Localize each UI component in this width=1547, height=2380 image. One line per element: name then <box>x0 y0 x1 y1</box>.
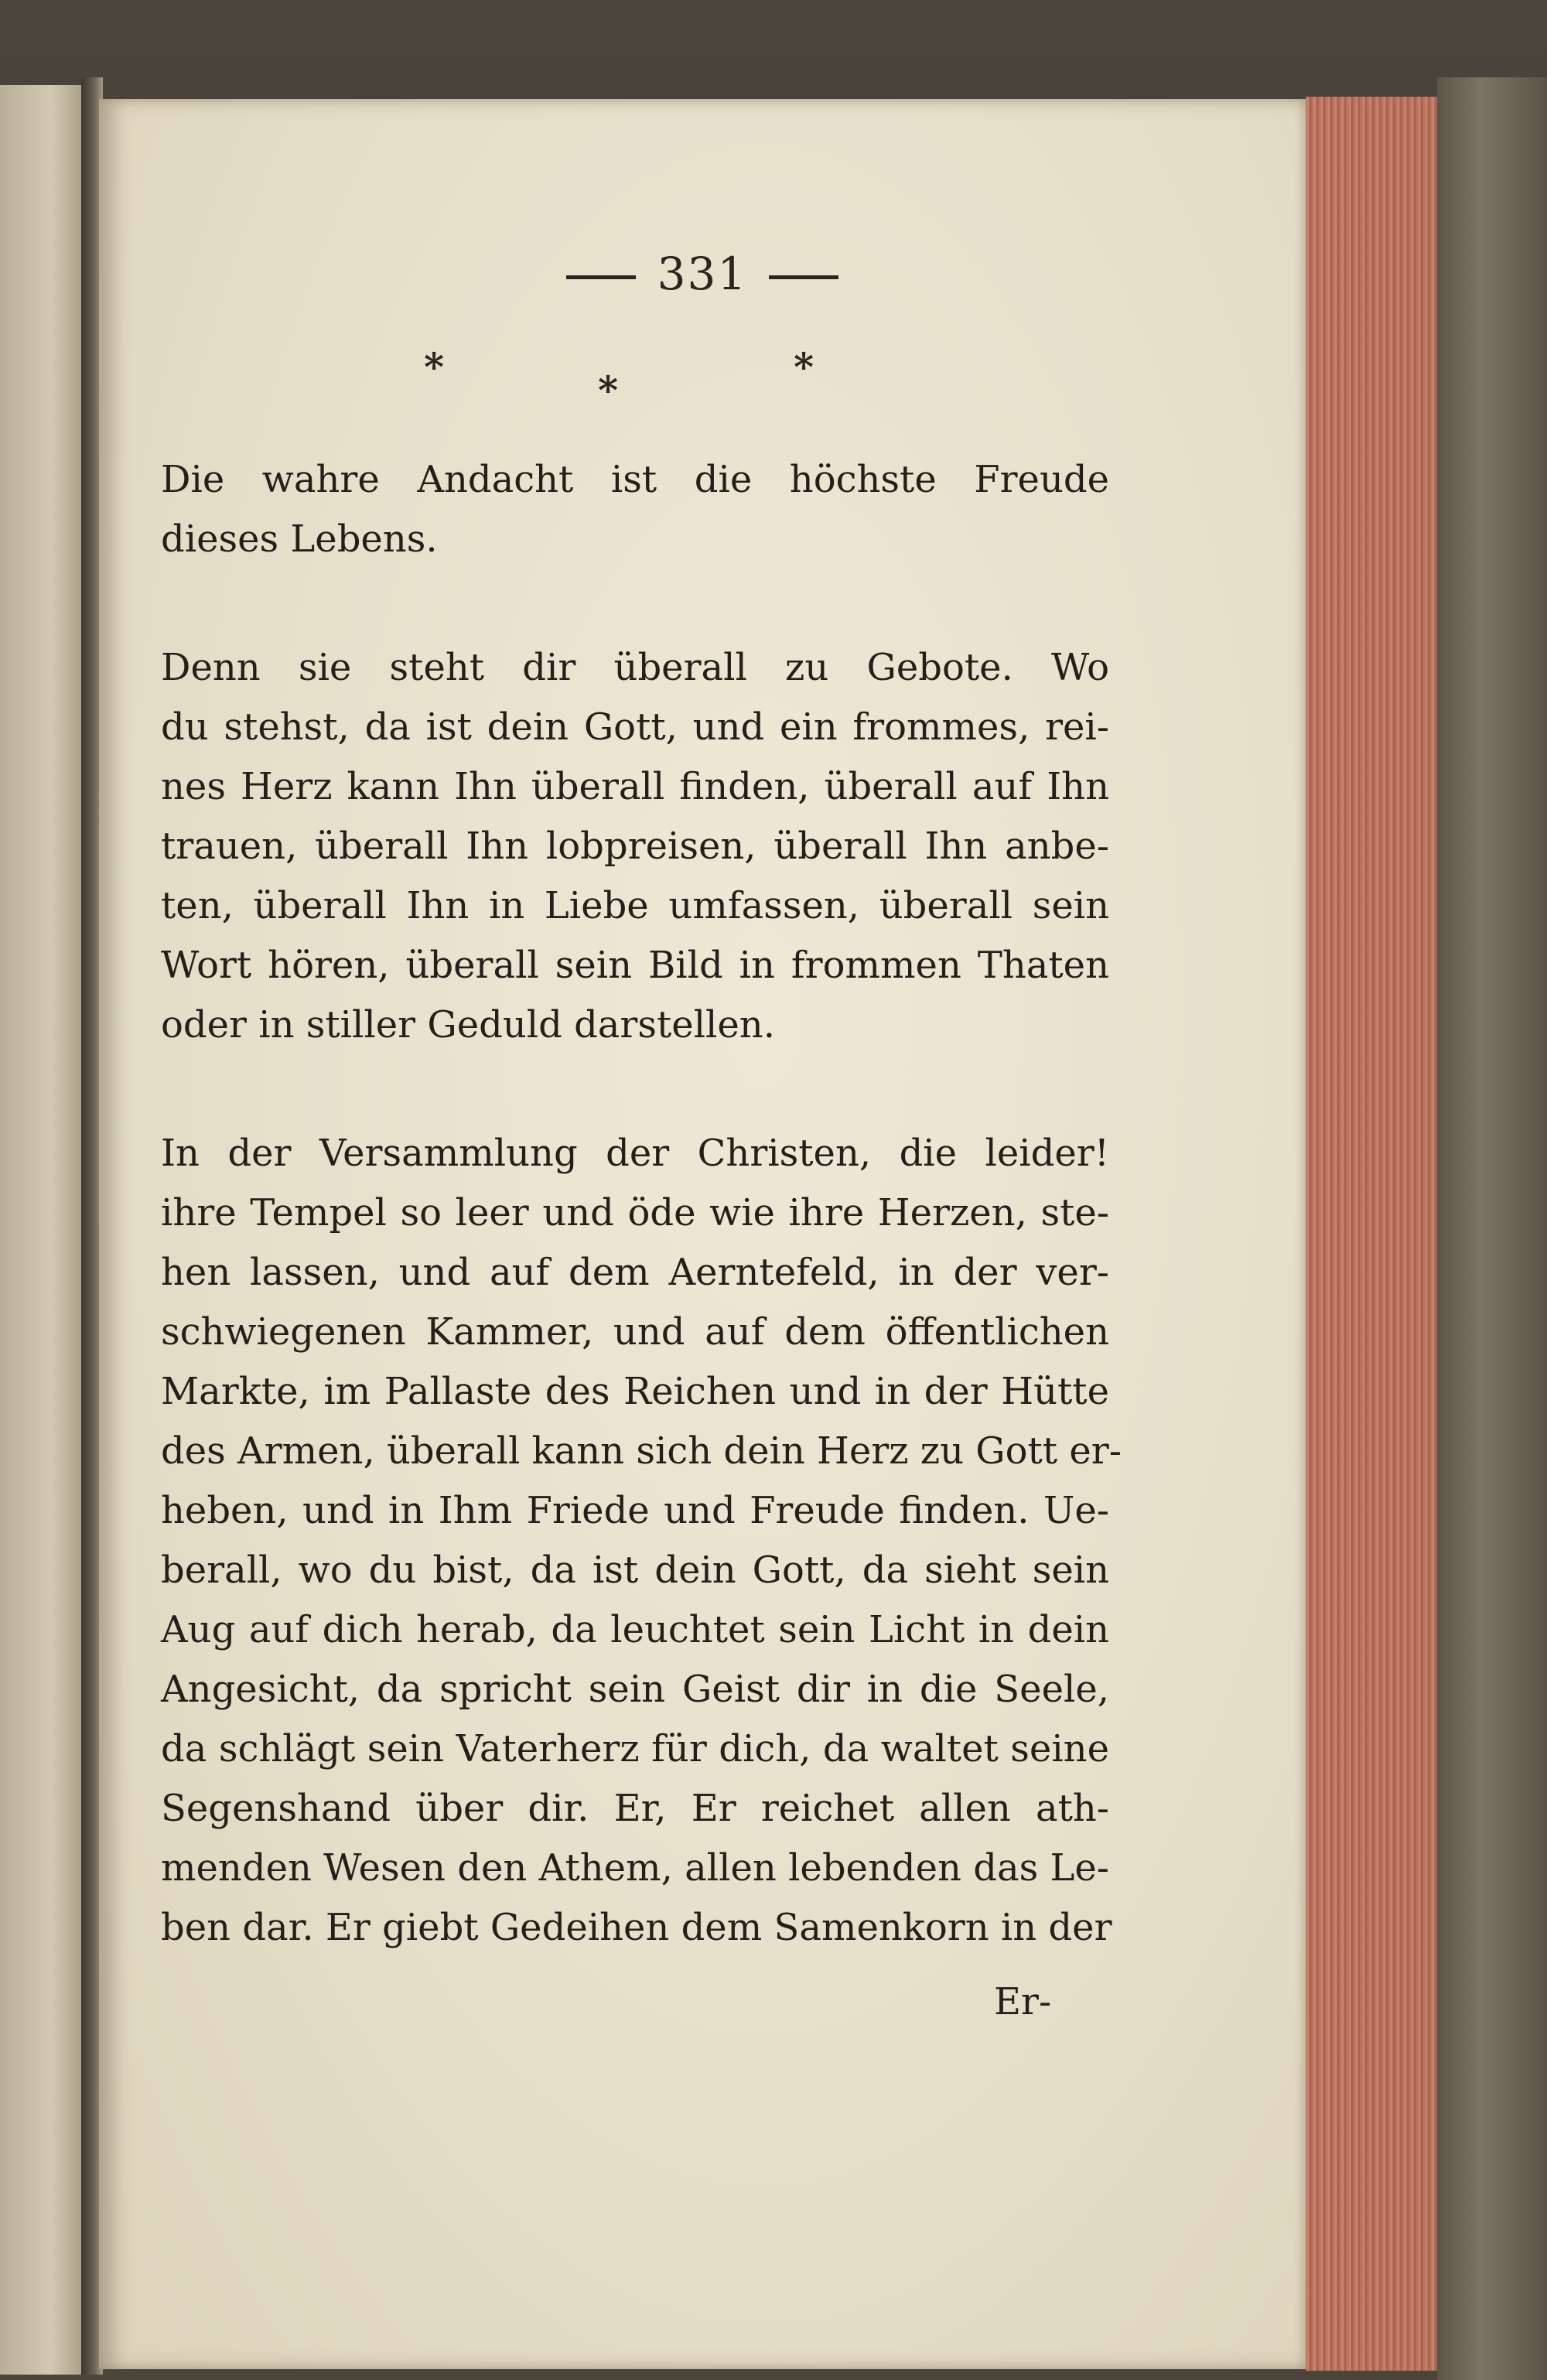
text-line: trauen, überall Ihn lobpreisen, überall Ihn anbe- <box>161 825 1109 868</box>
text-line: Die wahre Andacht ist die höchste Freude <box>161 458 1109 501</box>
text-line: ihre Tempel so leer und öde wie ihre Herzen, ste- <box>161 1191 1109 1234</box>
text-line: Markte, im Pallaste des Reichen und in der Hütte <box>161 1370 1109 1413</box>
red-page-edges <box>1306 97 1437 2371</box>
text-line: Denn sie steht dir überall zu Gebote. Wo <box>161 646 1109 689</box>
text-line: nes Herz kann Ihn überall finden, überall auf Ihn <box>161 765 1109 808</box>
book-cover-edge <box>1437 77 1547 2380</box>
text-line: berall, wo du bist, da ist dein Gott, da sieht sein <box>161 1549 1109 1592</box>
catchword: Er- <box>994 1980 1052 2023</box>
section-asterisk-left: * <box>424 344 445 390</box>
page-header <box>99 248 1306 300</box>
text-line: In der Versammlung der Christen, die leider! <box>161 1132 1109 1175</box>
text-line: da schlägt sein Vaterherz für dich, da waltet seine <box>161 1727 1109 1770</box>
text-line: Wort hören, überall sein Bild in frommen Thaten <box>161 944 1109 987</box>
page-body-text <box>161 450 1122 1958</box>
paragraph-2 <box>161 638 1109 1055</box>
text-line: dieses Lebens. <box>161 517 438 561</box>
page-number: 331 <box>657 248 748 300</box>
text-line: schwiegenen Kammer, und auf dem öffentlichen <box>161 1310 1109 1354</box>
text-line: hen lassen, und auf dem Aerntefeld, in der ver- <box>161 1251 1109 1294</box>
text-line: heben, und in Ihm Friede und Freude finden. Ue- <box>161 1489 1109 1532</box>
section-asterisk-right: * <box>794 344 814 390</box>
previous-page-edge <box>0 85 85 2375</box>
paragraph-3 <box>161 1124 1122 1958</box>
text-line: ben dar. Er giebt Gedeihen dem Samenkorn in der <box>161 1906 1112 1949</box>
text-line: menden Wesen den Athem, allen lebenden das Le- <box>161 1846 1109 1890</box>
text-line: Angesicht, da spricht sein Geist dir in die Seele, <box>161 1668 1109 1711</box>
text-line: oder in stiller Geduld darstellen. <box>161 1003 775 1047</box>
text-line: ten, überall Ihn in Liebe umfassen, überall sein <box>161 884 1109 927</box>
header-dash-left <box>566 275 636 279</box>
header-dash-right <box>769 275 838 279</box>
text-line: Segenshand über dir. Er, Er reichet allen ath- <box>161 1787 1109 1830</box>
paragraph-1 <box>161 450 1109 569</box>
text-line: des Armen, überall kann sich dein Herz zu Gott er- <box>161 1429 1122 1473</box>
section-asterisk-middle: * <box>598 367 619 413</box>
text-line: Aug auf dich herab, da leuchtet sein Licht in dein <box>161 1608 1109 1651</box>
text-line: du stehst, da ist dein Gott, und ein frommes, rei- <box>161 705 1109 749</box>
